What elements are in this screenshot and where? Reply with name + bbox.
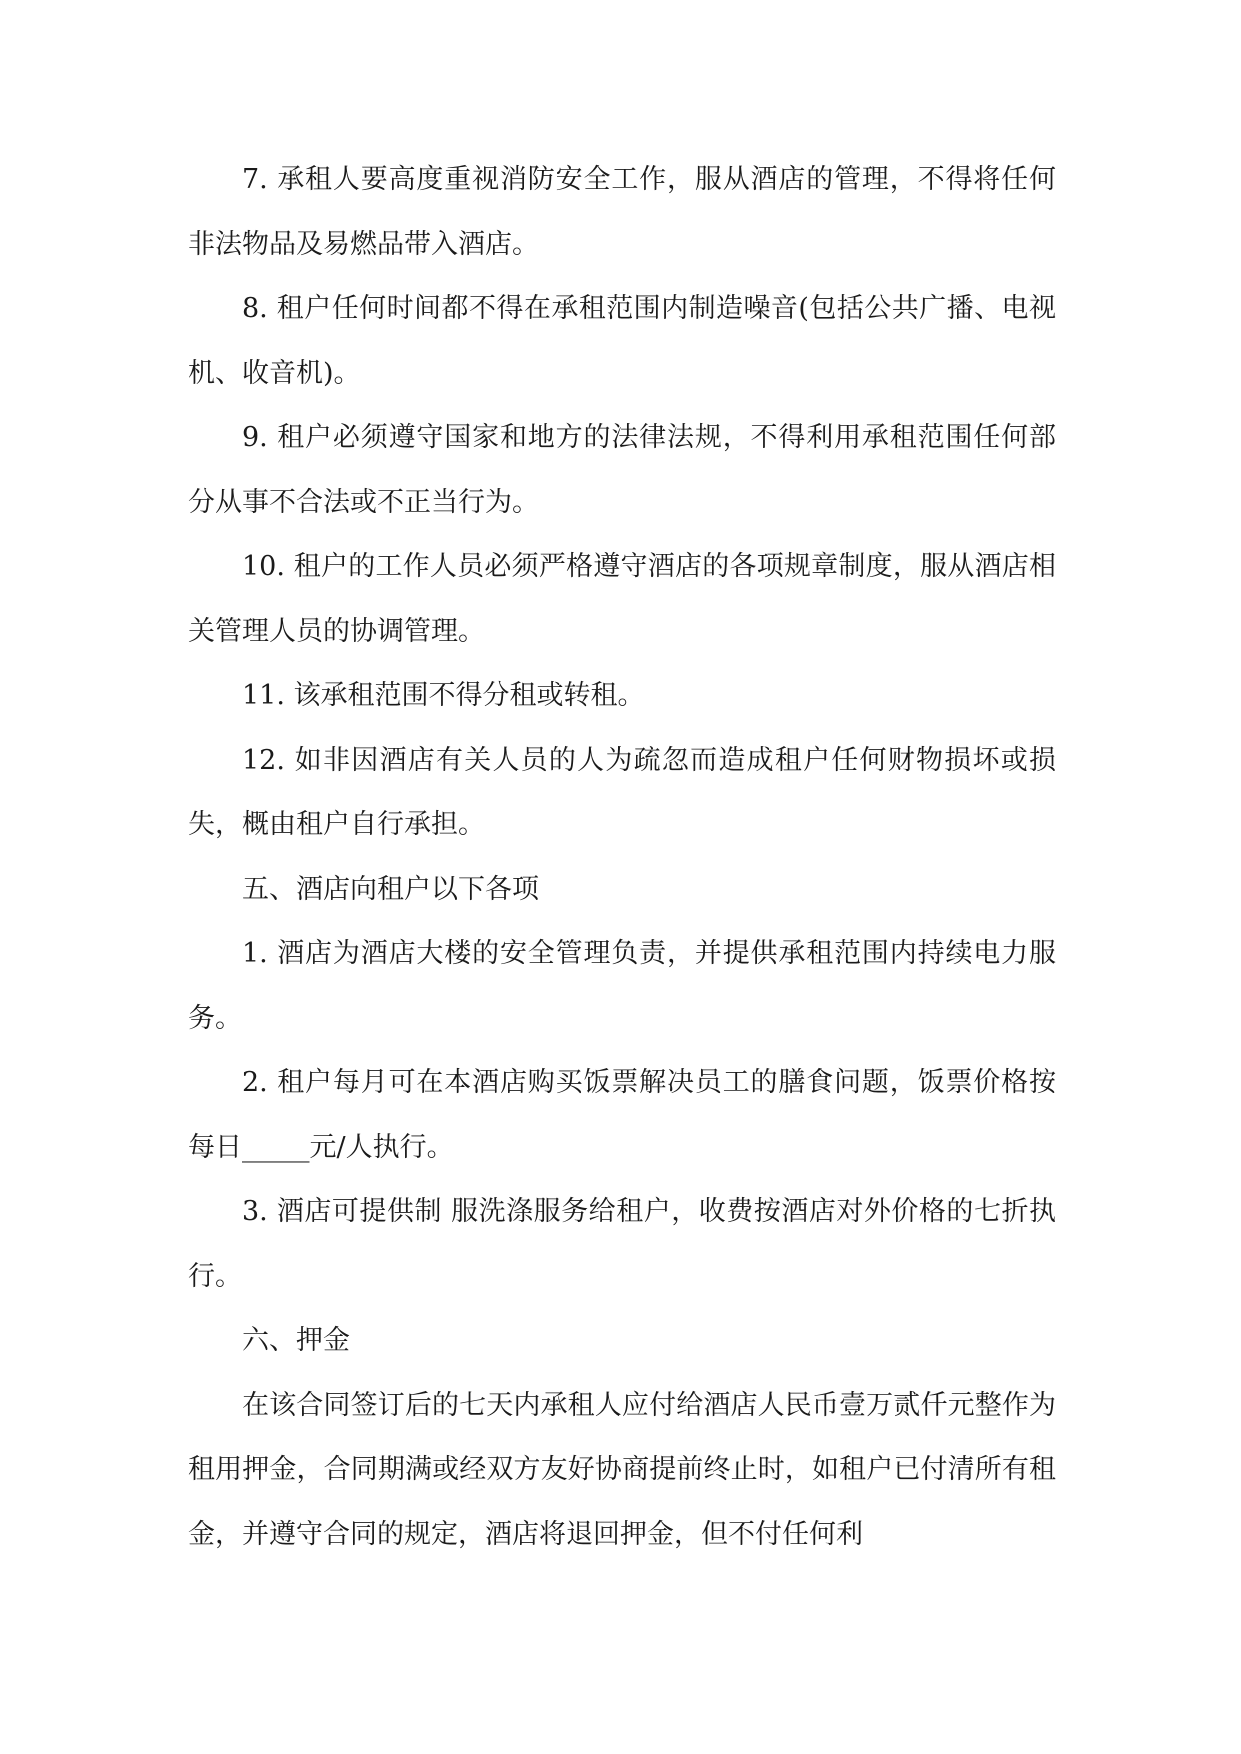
section-heading-5: 五、酒店向租户以下各项	[242, 873, 539, 905]
paragraph-hotel-item-1: 1. 酒店为酒店大楼的安全管理负责，并提供承租范围内持续电力服务。	[188, 938, 1056, 1034]
document-body	[188, 148, 1056, 1567]
paragraph-deposit: 在该合同签订后的七天内承租人应付给酒店人民币壹万贰仟元整作为租用押金，合同期满或经双方友好协商提前终止时，如租户已付清所有租金，并遵守合同的规定，酒店将退回押金，但不付任何利	[188, 1389, 1056, 1550]
paragraph-clause-12: 12. 如非因酒店有关人员的人为疏忽而造成租户任何财物损坏或损失，概由租户自行承担。	[188, 744, 1056, 840]
paragraph-clause-7: 7. 承租人要高度重视消防安全工作，服从酒店的管理，不得将任何非法物品及易燃品带入酒店。	[188, 164, 1056, 260]
paragraph-clause-11: 11. 该承租范围不得分租或转租。	[242, 680, 645, 711]
paragraph-hotel-item-2: 2. 租户每月可在本酒店购买饭票解决员工的膳食问题，饭票价格按每日_____元/人执行。	[188, 1067, 1056, 1163]
paragraph-hotel-item-3: 3. 酒店可提供制 服洗涤服务给租户，收费按酒店对外价格的七折执行。	[188, 1196, 1056, 1292]
paragraph-clause-9: 9. 租户必须遵守国家和地方的法律法规，不得利用承租范围任何部分从事不合法或不正当行为。	[188, 422, 1056, 518]
section-heading-6: 六、押金	[242, 1325, 350, 1356]
paragraph-clause-10: 10. 租户的工作人员必须严格遵守酒店的各项规章制度，服从酒店相关管理人员的协调管理。	[188, 551, 1056, 647]
paragraph-clause-8: 8. 租户任何时间都不得在承租范围内制造噪音(包括公共广播、电视机、收音机)。	[188, 293, 1056, 389]
